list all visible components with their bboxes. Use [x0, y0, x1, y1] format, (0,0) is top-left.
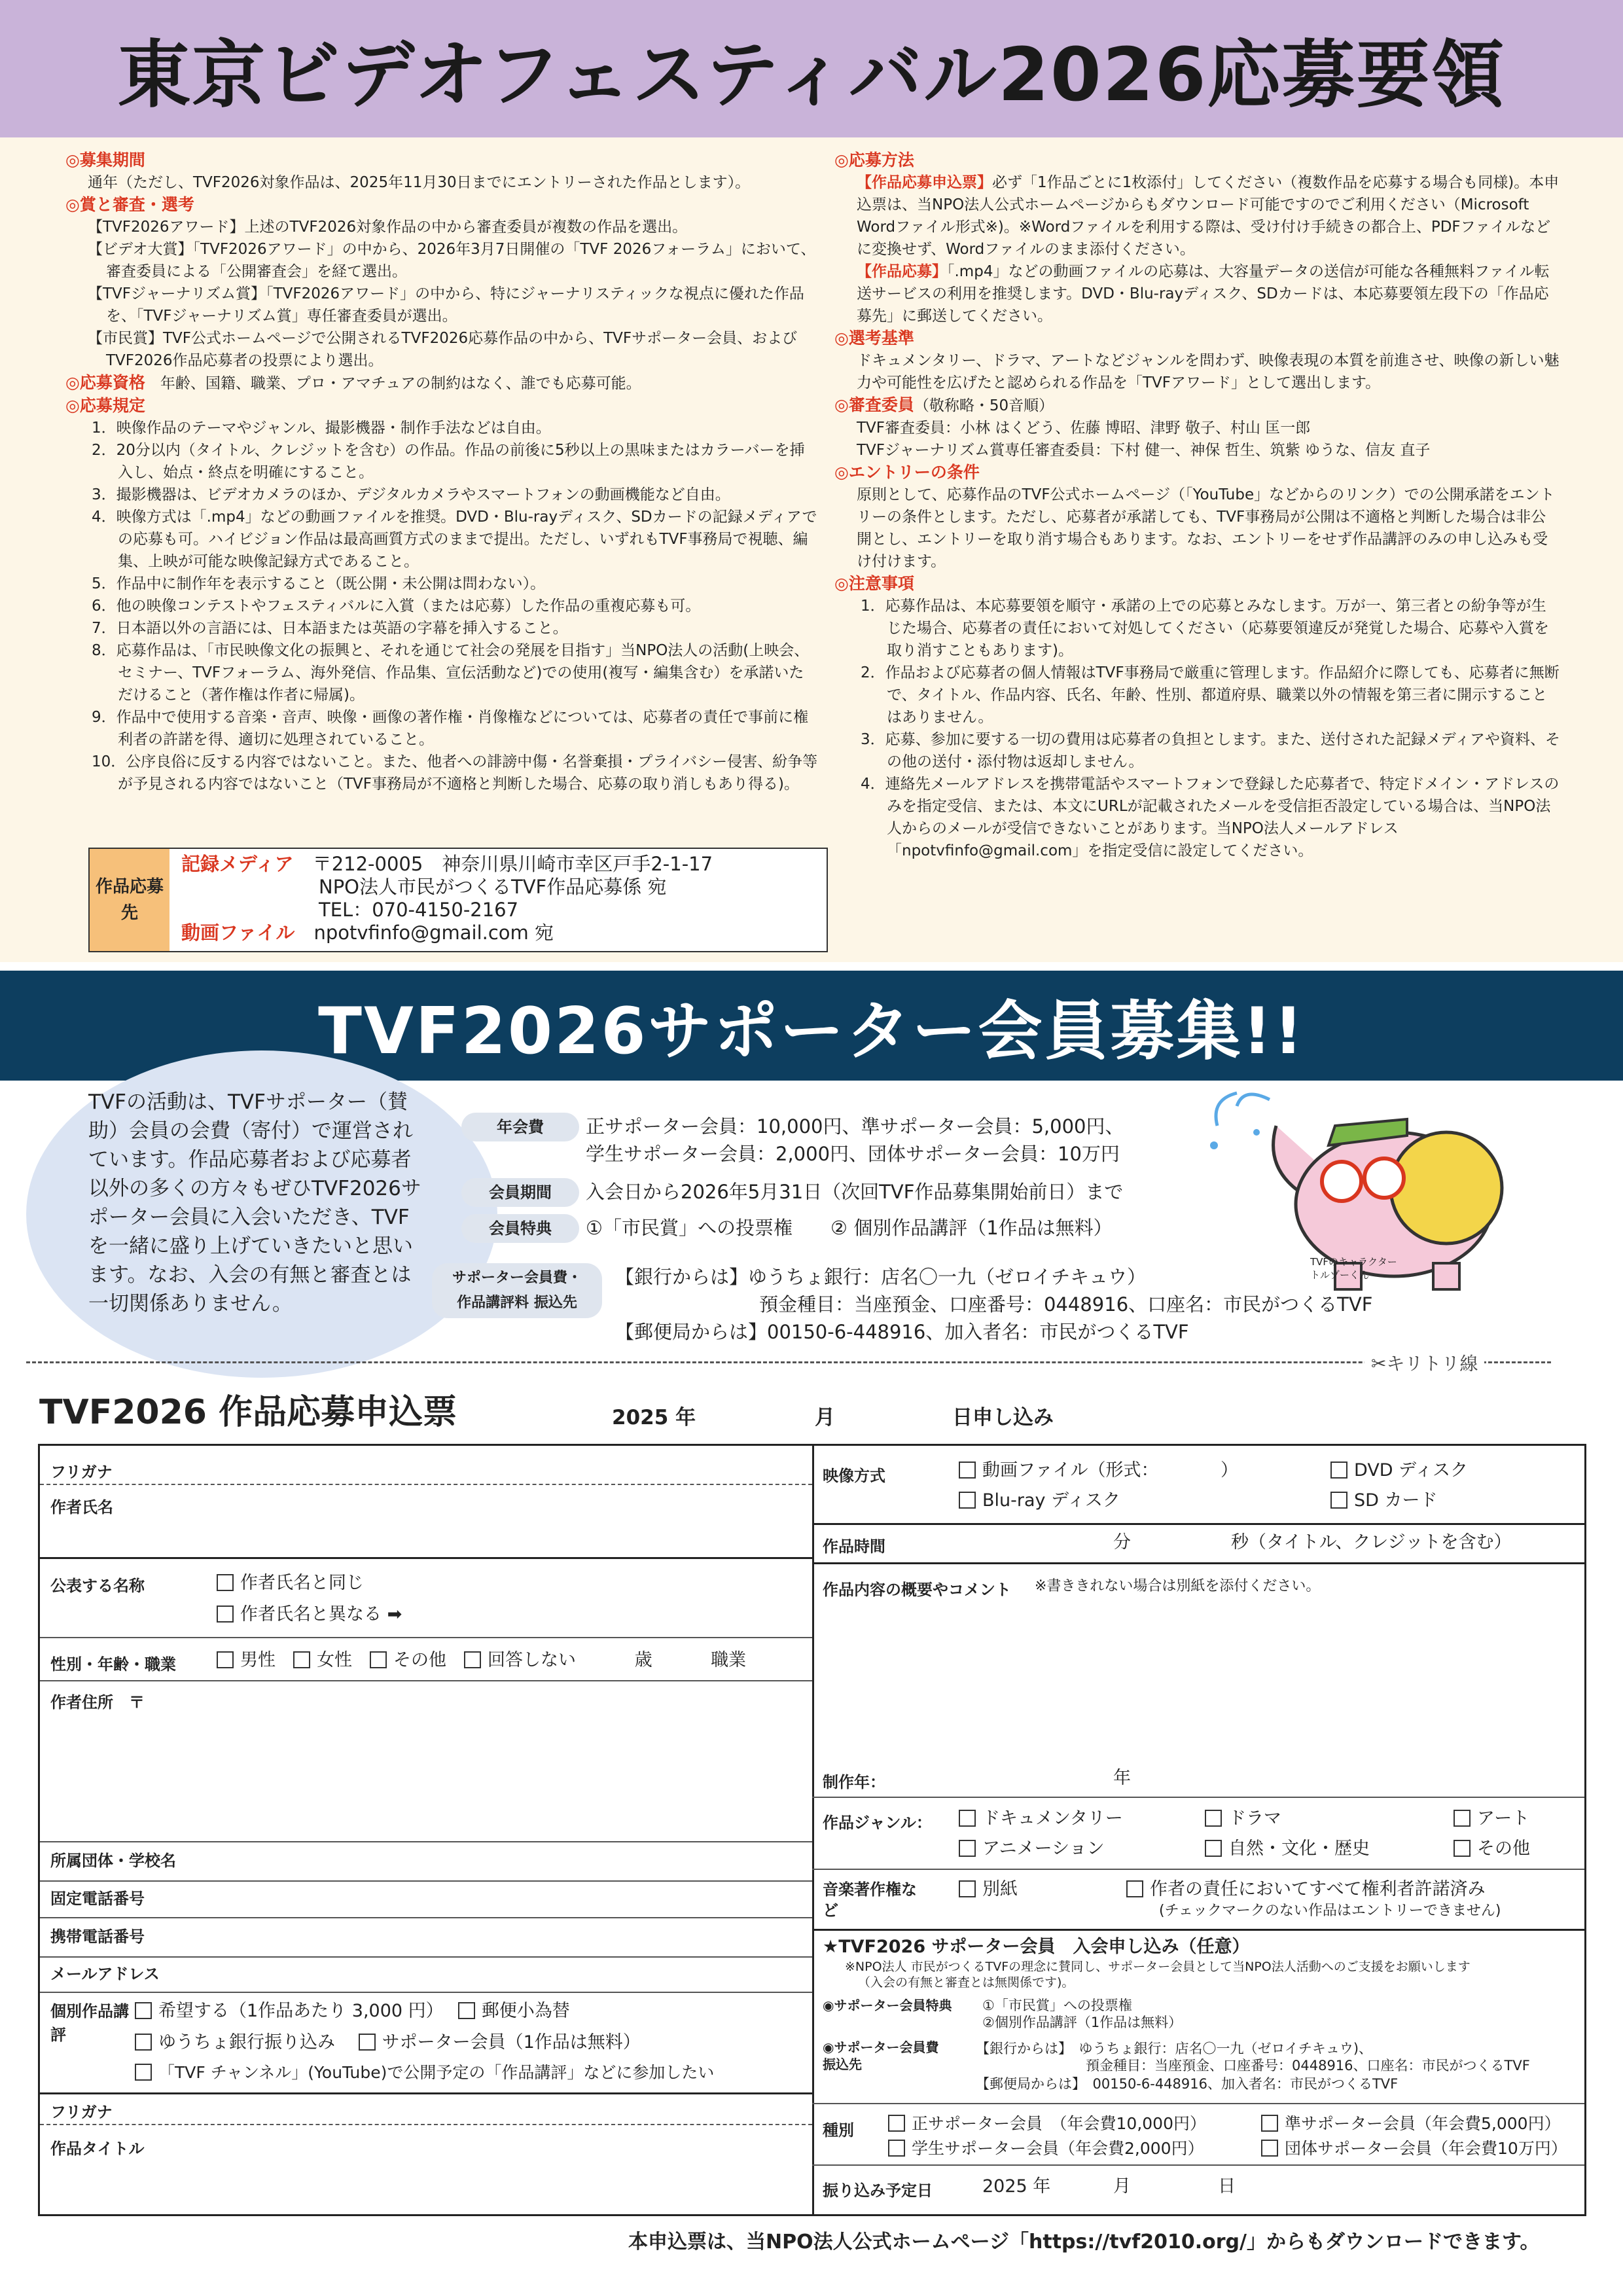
option-label: 準サポーター会員（年会費5,000円） [1285, 2114, 1561, 2133]
checkbox[interactable] [888, 2115, 905, 2132]
email-label: メールアドレス [50, 1965, 160, 1983]
job-label: 職業 [711, 1650, 747, 1670]
rule-item: 6．他の映像コンテストやフェスティバルに入賞（または応募）した作品の重複応募も可。 [92, 598, 701, 615]
mascot-caption [1310, 1255, 1397, 1282]
join-note: （入会の有無と審査とは無関係です)。 [858, 1975, 1075, 1990]
option-label: 作者氏名と同じ [240, 1573, 364, 1593]
checkbox[interactable] [959, 1462, 976, 1479]
criteria-text: ドキュメンタリー、ドラマ、アートなどジャンルを問わず、映像表現の本質を前進させ、映像の新しい魅力や可能性を広げたと認められる作品を「TVFアワード」として選出します。 [857, 352, 1560, 391]
genre-option[interactable] [959, 1837, 1105, 1861]
payment-bank: 【銀行からは】ゆうちょ銀行：店名〇一九（ゼロイチキュウ） [615, 1266, 1147, 1288]
music-note: (チェックマークのない作品はエントリーできません) [1159, 1903, 1501, 1919]
review-option-1[interactable] [135, 2000, 570, 2023]
checkbox[interactable] [1205, 1840, 1222, 1857]
divider [40, 1637, 812, 1638]
application-month: 月 [815, 1406, 835, 1429]
criteria-heading: ◎選考基準 [834, 329, 914, 348]
divider [40, 2092, 812, 2094]
method-submit-label: 【作品応募】 [857, 263, 947, 280]
file-heading: 動画ファイル [181, 922, 295, 944]
divider [40, 1880, 812, 1882]
join-perk-2: ②個別作品講評（1作品は無料） [982, 2015, 1183, 2030]
option-label: 別紙 [982, 1879, 1018, 1899]
option-label: 団体サポーター会員（年会費10万円） [1285, 2139, 1567, 2158]
checkbox[interactable] [464, 1651, 481, 1668]
member-type-option[interactable] [888, 2137, 1204, 2161]
method-heading: ◎応募方法 [834, 151, 914, 170]
checkbox[interactable] [888, 2140, 905, 2157]
application-form [38, 1444, 1586, 2216]
option-label: アニメーション [982, 1839, 1105, 1859]
method-form-label: 【作品応募申込票】 [857, 174, 992, 191]
title-bar [0, 0, 1623, 137]
option-label: 男性 [240, 1650, 276, 1670]
join-pay-bank: 【銀行からは】 ゆうちょ銀行：店名〇一九（ゼロイチキュウ)、 [976, 2041, 1373, 2056]
rules-heading: ◎応募規定 [65, 396, 145, 415]
award-heading: ◎賞と審査・選考 [65, 195, 194, 214]
award-item: 【市民賞】TVF公式ホームページで公開されるTVF2026応募作品の中から、TVFサポーター会員、およびTVF2026作品応募者の投票により選出。 [88, 330, 798, 369]
checkbox[interactable] [1126, 1880, 1143, 1897]
option-label: 作者氏名と異なる ➡ [240, 1604, 402, 1624]
supporter-intro: TVFの活動は、TVFサポーター（賛助）会員の会費（寄付）で運営されています。作品応募者および応募者以外の多くの方々もぜひTVF2026サポーター会員に入会いただき、TVFを一緒に盛り上げていきたいと思います。なお、入会の有無と審査とは一切関係ありません。 [88, 1090, 421, 1316]
application-day: 日申し込み [952, 1406, 1054, 1429]
option-label: 希望する（1作品あたり 3,000 円） [158, 2001, 435, 2021]
supporter-title: TVF2026サポーター会員募集!! [318, 994, 1305, 1069]
divider [40, 1680, 812, 1681]
media-phone: TEL：070-4150-2167 [319, 899, 519, 921]
period-text: 通年（ただし、TVF2026対象作品は、2025年11月30日までにエントリーされた作品とします）。 [88, 174, 751, 191]
genre-label: 作品ジャンル： [823, 1814, 932, 1832]
age-unit: 歳 [634, 1650, 652, 1670]
divider [812, 1929, 1584, 1931]
checkbox[interactable] [1454, 1840, 1471, 1857]
checkbox[interactable] [1261, 2115, 1278, 2132]
review-label: 個別作品講評 [50, 2002, 129, 2044]
option-label: SD カード [1354, 1490, 1438, 1511]
method-form-text: 必ず「1作品ごとに1枚添付」してください（複数作品を応募する場合も同様)。本申込票は、当NPO法人公式ホームページからもダウンロード可能ですのでご利用ください（Microsoft Wordファイル形式※)。※Wordファイルを利用する際は、受け付け手続きの都合上、PDFファイルなどに変換せず、Wordファイルのまま添付ください。 [857, 174, 1560, 258]
format-option-file[interactable] [959, 1459, 1238, 1482]
note-item: 3．応募、参加に要する一切の費用は応募者の負担とします。また、送付された記録メディアや資料、その他の送付・添付物は返却しません。 [861, 731, 1560, 770]
option-label: 作者の責任においてすべて権利者許諾済み [1150, 1879, 1486, 1899]
checkbox[interactable] [458, 2002, 475, 2019]
note-item: 2．作品および応募者の個人情報はTVF事務局で厳重に管理します。作品紹介に際しても、応募者に無断で、タイトル、作品内容、氏名、年齢、性別、都道府県、職業以外の情報を第三者に開示することはありません。 [861, 664, 1560, 726]
gender-label: 性別・年齢・職業 [50, 1655, 176, 1674]
duration-seconds: 秒（タイトル、クレジットを含む） [1231, 1532, 1512, 1552]
review-option-3[interactable] [135, 2061, 714, 2085]
format-option-dvd[interactable] [1330, 1459, 1468, 1482]
qual-text: 年齢、国籍、職業、プロ・アマチュアの制約はなく、誰でも応募可能。 [160, 375, 641, 392]
option-label: ドキュメンタリー [982, 1808, 1123, 1829]
public-name-label: 公表する名称 [50, 1577, 145, 1595]
rule-item: 7．日本語以外の言語には、日本語または英語の字幕を挿入すること。 [92, 620, 568, 637]
format-label: 映像方式 [823, 1467, 885, 1485]
checkbox[interactable] [959, 1810, 976, 1827]
option-label: アート [1477, 1808, 1530, 1829]
year-made-label: 制作年： [823, 1773, 885, 1791]
checkbox[interactable] [359, 2034, 376, 2051]
join-heading: ★TVF2026 サポーター会員 入会申し込み（任意） [823, 1937, 1250, 1957]
checkbox[interactable] [959, 1880, 976, 1897]
gender-options [217, 1649, 746, 1672]
perk-text: ①「市民賞」への投票権 ② 個別作品講評（1作品は無料） [586, 1217, 1113, 1239]
checkbox[interactable] [1330, 1492, 1347, 1509]
option-label: ゆうちょ銀行振り込み [158, 2032, 335, 2053]
judges-list: TVF審査委員：小林 はくどう、佐藤 博昭、津野 敬子、村山 匡一郎 [857, 420, 1311, 437]
member-type-label: 種別 [823, 2121, 854, 2140]
option-label: その他 [393, 1650, 446, 1670]
payment-bank-detail: 預金種目：当座預金、口座番号：0448916、口座名：市民がつくるTVF [759, 1293, 1373, 1316]
genre-option[interactable] [1205, 1837, 1370, 1861]
music-option-cleared[interactable] [1126, 1878, 1485, 1901]
media-heading: 記録メディア [181, 853, 294, 875]
author-label: 作者氏名 [50, 1498, 113, 1516]
page-title: 東京ビデオフェスティバル2026応募要領 [117, 32, 1506, 118]
option-label: 回答しない [488, 1650, 576, 1670]
option-label: 「TVF チャンネル」(YouTube)で公開予定の「作品講評」などに参加したい [158, 2063, 715, 2082]
media-address: 〒212-0005 神奈川県川崎市幸区戸手2-1-17 [312, 853, 713, 875]
rule-item: 5．作品中に制作年を表示すること（既公開・未公開は問わない）。 [92, 575, 546, 592]
rule-item: 1．映像作品のテーマやジャンル、撮影機器・制作手法などは自由。 [92, 420, 551, 437]
member-type-option[interactable] [888, 2112, 1206, 2136]
checkbox[interactable] [217, 1605, 234, 1623]
checkbox[interactable] [217, 1574, 234, 1591]
period-label: 会員期間 [461, 1178, 579, 1207]
checkbox[interactable] [1205, 1810, 1222, 1827]
rule-item: 10．公序良俗に反する内容ではないこと。また、他者への誹謗中傷・名誉棄損・プライバシー侵害、紛争等が予見される内容ではないこと（TVF事務局が不適格と判断した場合、応募の取り消しもあり得る)。 [92, 753, 818, 793]
rule-item: 3．撮影機器は、ビデオカメラのほか、デジタルカメラやスマートフォンの動画機能など自由。 [92, 486, 730, 503]
org-label: 所属団体・学校名 [50, 1852, 176, 1870]
fee-line-1: 正サポーター会員：10,000円、準サポーター会員：5,000円、 [586, 1115, 1124, 1138]
furigana2-label: フリガナ [50, 2103, 113, 2121]
payment-postal: 【郵便局からは】00150-6-448916、加入者名：市民がつくるTVF [615, 1321, 1189, 1343]
duration-minutes: 分 [1113, 1532, 1131, 1552]
furigana-label: フリガナ [50, 1463, 113, 1481]
join-perk-1: ①「市民賞」への投票権 [982, 1998, 1132, 2013]
payment-label-line: サポーター会員費・ [452, 1270, 582, 1286]
period-text: 入会日から2026年5月31日（次回TVF作品募集開始前日）まで [586, 1181, 1124, 1203]
divider [812, 2164, 1584, 2166]
summary-note: ※書ききれない場合は別紙を添付ください。 [1035, 1578, 1321, 1594]
checkbox[interactable] [959, 1840, 976, 1857]
award-item: 【ビデオ大賞】「TVF2026アワード」の中から、2026年3月7日開催の「TVF 2026フォーラム」において、審査委員による「公開審査会」を経て選出。 [88, 241, 816, 280]
join-pay-label: ◉サポーター会員費 振込先 [823, 2039, 952, 2072]
journalism-judges-list: TVFジャーナリズム賞専任審査委員：下村 健一、神保 哲生、筑紫 ゆうな、信友 直子 [857, 442, 1431, 459]
checkbox[interactable] [959, 1492, 976, 1509]
divider [40, 1484, 812, 1485]
work-title-label: 作品タイトル [50, 2140, 145, 2158]
mascot-caption-line: TVFのキャラクター [1310, 1256, 1397, 1268]
option-label: サポーター会員（1作品は無料） [382, 2032, 641, 2053]
file-email[interactable]: npotvfinfo@gmail.com 宛 [313, 922, 554, 944]
notes-heading: ◎注意事項 [834, 574, 914, 593]
mascot-name: トルゾーくん [1310, 1269, 1370, 1281]
divider [40, 1557, 812, 1559]
left-column [65, 149, 818, 795]
divider [40, 1992, 812, 1993]
music-label: 音楽著作権など [823, 1880, 917, 1920]
note-item: 1．応募作品は、本応募要領を順守・承諾の上での応募とみなします。万が一、第三者との紛争等が生じた場合、応募者の責任において対処してください（応募要領違反が発覚した場合、応募や入賞を取り消すこともあります)。 [861, 598, 1549, 659]
checkbox[interactable] [1330, 1462, 1347, 1479]
rule-item: 2．20分以内（タイトル、クレジットを含む）の作品。作品の前後に5秒以上の黒味またはカラーバーを挿入し、始点・終点を明確にすること。 [92, 442, 805, 481]
music-option-separate[interactable] [959, 1878, 1018, 1901]
format-option-sd[interactable] [1330, 1489, 1438, 1513]
submission-address-body [169, 849, 724, 951]
option-label: その他 [1477, 1839, 1530, 1859]
entry-heading: ◎エントリーの条件 [834, 463, 980, 482]
genre-option[interactable] [1454, 1807, 1529, 1831]
option-label: 学生サポーター会員（年会費2,000円） [912, 2139, 1204, 2158]
transfer-year: 2025 年 [982, 2176, 1051, 2197]
award-item: 【TVFジャーナリズム賞】「TVF2026アワード」の中から、特にジャーナリスティックな視点に優れた作品を、「TVFジャーナリズム賞」専任審査委員が選出。 [88, 285, 804, 325]
fee-line-2: 学生サポーター会員：2,000円、団体サポーター会員：10万円 [586, 1143, 1120, 1165]
judges-note: （敬称略・50音順） [914, 397, 1054, 414]
duration-label: 作品時間 [823, 1537, 885, 1556]
submission-address-box [88, 848, 828, 952]
payment-label [432, 1263, 602, 1318]
option-label: 女性 [317, 1650, 352, 1670]
format-option-bluray[interactable] [959, 1489, 1120, 1513]
application-year: 2025 年 [612, 1406, 696, 1429]
checkbox[interactable] [370, 1651, 387, 1668]
checkbox[interactable] [217, 1651, 234, 1668]
genre-option[interactable] [1454, 1837, 1530, 1861]
transfer-date-label: 振り込み予定日 [823, 2181, 933, 2200]
checkbox[interactable] [293, 1651, 310, 1668]
option-label: 自然・文化・歴史 [1228, 1839, 1370, 1859]
fee-label: 年会費 [461, 1113, 579, 1141]
checkbox[interactable] [1261, 2140, 1278, 2157]
note-item: 4．連絡先メールアドレスを携帯電話やスマートフォンで登録した応募者で、特定ドメイン・アドレスのみを指定受信、または、本文にURLが記載されたメールを受信拒否設定している場合は、当NPO法人からのメールが受信できないことがあります。当NPO法人メールアドレス「npotvfinfo@gmail.com」を指定受信に設定してください。 [861, 776, 1560, 859]
checkbox[interactable] [135, 2002, 152, 2019]
transfer-day: 日 [1218, 2176, 1236, 2197]
divider [812, 1869, 1584, 1870]
genre-option[interactable] [959, 1807, 1123, 1831]
join-perk-label: ◉サポーター会員特典 [823, 1998, 952, 2013]
mobile-label: 携帯電話番号 [50, 1928, 145, 1946]
option-label: ドラマ [1228, 1808, 1281, 1829]
checkbox[interactable] [135, 2034, 152, 2051]
cut-line-label: ✂キリトリ線 [1364, 1350, 1484, 1376]
divider [812, 1523, 1584, 1525]
qual-heading: ◎応募資格 [65, 373, 145, 392]
join-pay-postal: 【郵便局からは】 00150-6-448916、加入者名：市民がつくるTVF [976, 2076, 1399, 2092]
phone-label: 固定電話番号 [50, 1890, 145, 1908]
rule-item: 4．映像方式は「.mp4」などの動画ファイルを推奨。DVD・Blu-rayディスク、SDカードの記録メディアでの応募も可。ハイビジョン作品は最高画質方式のままで提出。ただし、いずれもTVF事務局で視聴、編集、上映が可能な映像記録方式であること。 [92, 509, 817, 570]
form-title: TVF2026 作品応募申込票 [39, 1393, 457, 1432]
member-type-option[interactable] [1261, 2112, 1561, 2136]
cut-line [26, 1361, 1551, 1363]
payment-label-line: 作品講評料 振込先 [457, 1295, 577, 1311]
submission-address-label: 作品応募先 [90, 849, 169, 951]
right-column [834, 149, 1561, 862]
public-name-same[interactable] [217, 1571, 364, 1595]
divider [812, 1562, 1584, 1564]
guidelines-section [0, 0, 1623, 962]
perk-label: 会員特典 [461, 1214, 579, 1243]
period-heading: ◎募集期間 [65, 151, 145, 170]
join-note: ※NPO法人 市民がつくるTVFの理念に賛同し、サポーター会員として当NPO法人活動へのご支援をお願いします [845, 1960, 1471, 1974]
year-made-unit: 年 [1113, 1768, 1131, 1788]
public-name-different[interactable] [217, 1603, 402, 1626]
summary-label: 作品内容の概要やコメント [823, 1581, 1011, 1599]
checkbox[interactable] [1454, 1810, 1471, 1827]
divider [812, 2103, 1584, 2104]
media-recipient: NPO法人市民がつくるTVF作品応募係 宛 [319, 876, 667, 898]
checkbox[interactable] [135, 2064, 152, 2081]
divider [40, 1917, 812, 1918]
option-label: 郵便小為替 [481, 2001, 570, 2021]
rule-item: 8．応募作品は、「市民映像文化の振興と、それを通じて社会の発展を目指す」当NPO法人の活動(上映会、セミナー、TVFフォーラム、海外発信、作品集、宣伝活動など)での使用(複写・編集含む）を承諾いただけること（著作権は作者に帰属)。 [92, 642, 810, 704]
judges-heading: ◎審査委員 [834, 395, 914, 414]
entry-text: 原則として、応募作品のTVF公式ホームページ（「YouTube」などからのリンク）での公開承諾をエントリーの条件とします。ただし、応募者が承諾しても、TVF事務局が公開は不適格と判断した場合は非公開とし、エントリーを取り消す場合もあります。なお、エントリーをせず作品講評のみの申し込みも受け付けます。 [857, 486, 1555, 570]
option-label: 正サポーター会員 （年会費10,000円） [912, 2114, 1206, 2133]
address-label: 作者住所 〒 [50, 1693, 145, 1712]
genre-option[interactable] [1205, 1807, 1281, 1831]
method-submit-text: 「.mp4」などの動画ファイルの応募は、大容量データの送信が可能な各種無料ファイル転送サービスの利用を推奨します。DVD・Blu-rayディスク、SDカードは、本応募要領左段下の「作品応募先」に郵送してください。 [857, 263, 1550, 325]
form-divider [812, 1446, 814, 2214]
award-item: 【TVF2026アワード】上述のTVF2026対象作品の中から審査委員が複数の作品を選出。 [88, 219, 688, 236]
join-pay-bank-detail: 預金種目：当座預金、口座番号：0448916、口座名：市民がつくるTVF [1086, 2058, 1530, 2073]
review-option-2[interactable] [135, 2031, 641, 2054]
divider [812, 1797, 1584, 1798]
download-note: 本申込票は、当NPO法人公式ホームページ「https://tvf2010.org/」からもダウンロードできます。 [628, 2231, 1540, 2253]
option-label: 動画ファイル（形式： ） [982, 1460, 1238, 1480]
divider [40, 2124, 812, 2125]
rule-item: 9．作品中で使用する音楽・音声、映像・画像の著作権・肖像権などについては、応募者の責任で事前に権利者の許諾を得、適切に処理されていること。 [92, 709, 809, 748]
transfer-month: 月 [1113, 2176, 1131, 2197]
option-label: Blu-ray ディスク [982, 1490, 1120, 1511]
option-label: DVD ディスク [1354, 1460, 1468, 1480]
member-type-option[interactable] [1261, 2137, 1567, 2161]
